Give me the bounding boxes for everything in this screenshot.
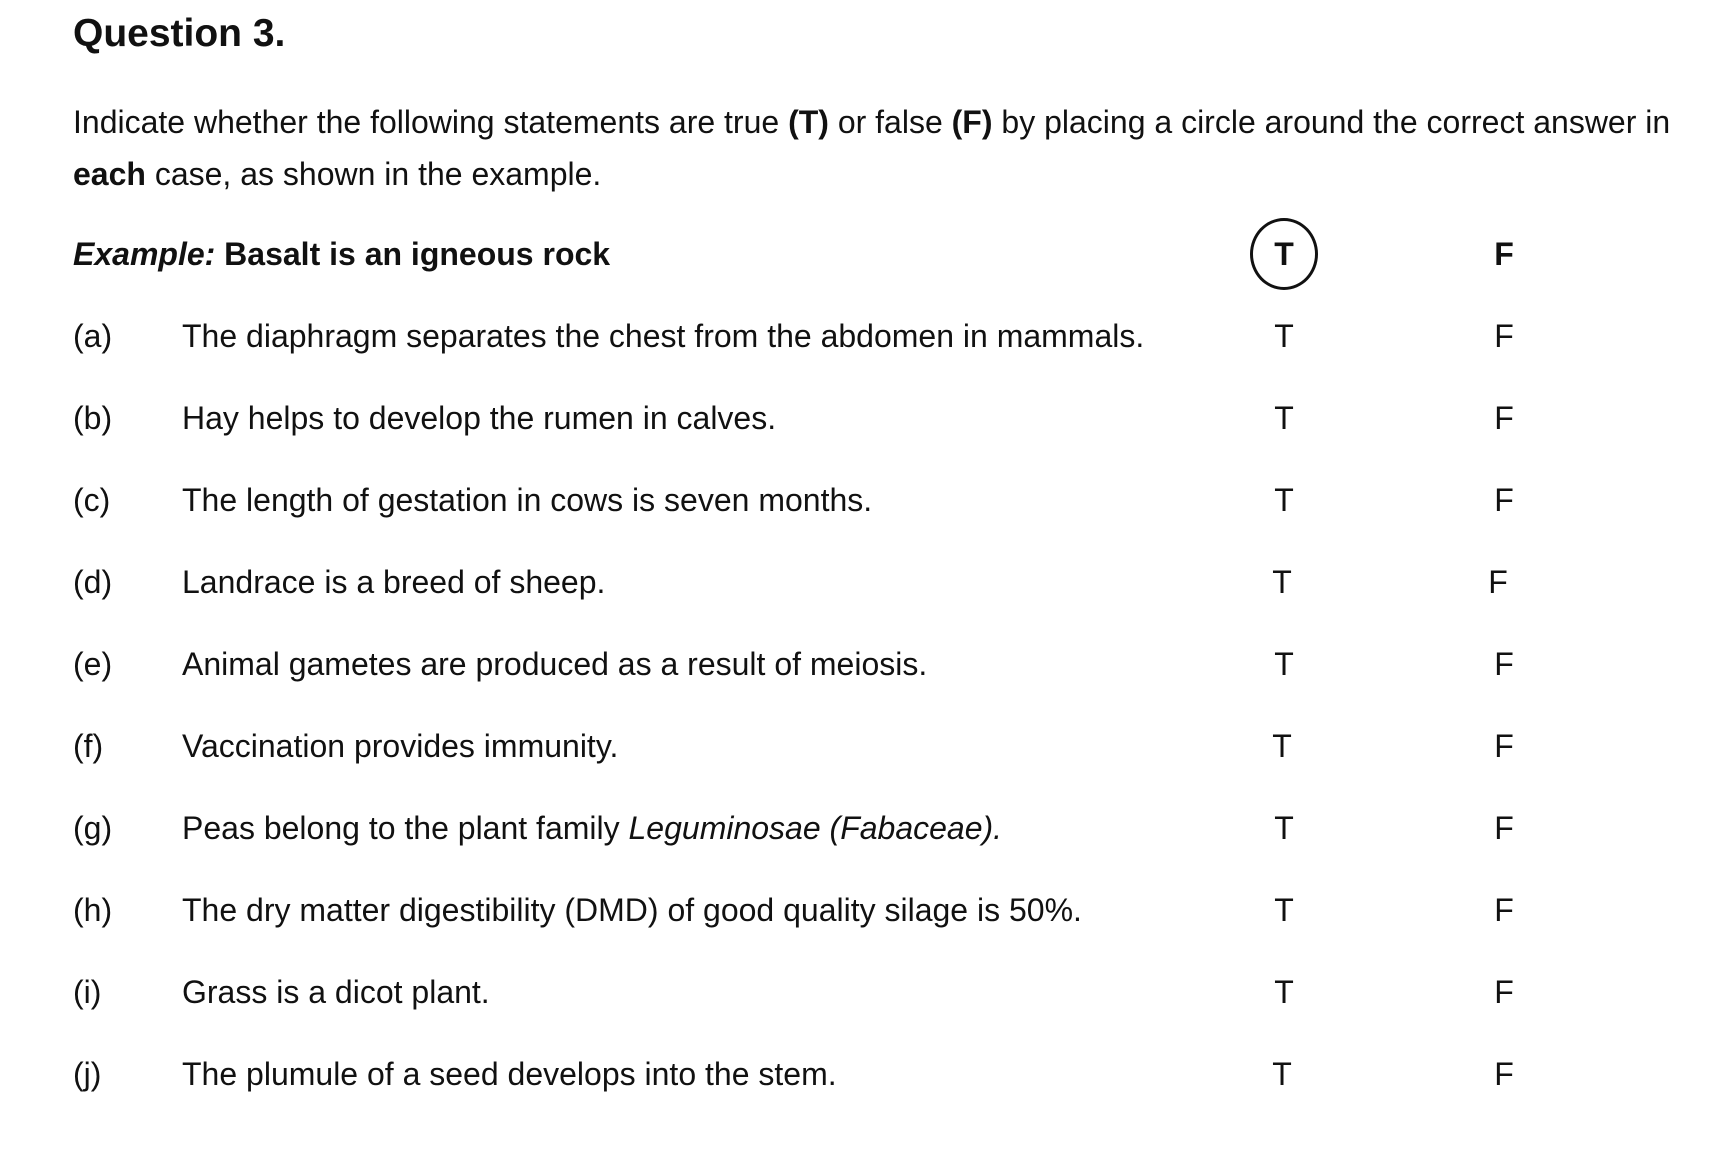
item-label: (j) — [73, 1056, 102, 1092]
true-option[interactable]: T — [1272, 564, 1292, 600]
item-statement: The dry matter digestibility (DMD) of good quality silage is 50%. — [182, 892, 1082, 928]
item-statement: Animal gametes are produced as a result of meiosis. — [182, 646, 928, 682]
statement-row-j — [0, 1044, 1721, 1104]
example-text: Basalt is an igneous rock — [215, 236, 611, 272]
item-statement: Landrace is a breed of sheep. — [182, 564, 606, 600]
statement-row-i — [0, 962, 1721, 1022]
item-statement: The plumule of a seed develops into the stem. — [182, 1056, 837, 1092]
true-option[interactable]: T — [1272, 1056, 1292, 1092]
true-option[interactable]: T — [1274, 400, 1294, 436]
item-label: (i) — [73, 974, 102, 1010]
statement-row-g — [0, 798, 1721, 858]
item-statement: Grass is a dicot plant. — [182, 974, 490, 1010]
instructions-text-1: Indicate whether the following statements are true — [73, 104, 789, 140]
item-statement-text: Peas belong to the plant family — [182, 810, 629, 846]
instructions — [73, 96, 1673, 200]
instructions-text-3: by placing a circle around the correct answer in — [992, 104, 1671, 140]
true-option[interactable]: T — [1274, 646, 1294, 682]
item-statement: Hay helps to develop the rumen in calves. — [182, 400, 777, 436]
statement-row-f — [0, 716, 1721, 776]
item-label: (b) — [73, 400, 113, 436]
false-option[interactable]: F — [1494, 892, 1514, 928]
instructions-text-4: case, as shown in the example. — [145, 156, 602, 192]
example-statement — [73, 224, 610, 284]
true-option[interactable]: T — [1274, 974, 1294, 1010]
false-option[interactable]: F — [1494, 728, 1514, 764]
item-statement: The length of gestation in cows is seven months. — [182, 482, 873, 518]
item-statement — [182, 798, 1002, 858]
instructions-text-2: or false — [828, 104, 952, 140]
statement-row-h — [0, 880, 1721, 940]
false-option[interactable]: F — [1494, 482, 1514, 518]
true-option[interactable]: T — [1274, 318, 1294, 354]
plant-family-name: Leguminosae (Fabaceae). — [628, 810, 1003, 846]
statement-row-d — [0, 552, 1721, 612]
item-label: (a) — [73, 318, 113, 354]
statement-row-a — [0, 306, 1721, 366]
item-label: (h) — [73, 892, 113, 928]
false-option[interactable]: F — [1494, 1056, 1514, 1092]
item-label: (g) — [73, 810, 113, 846]
statement-row-e — [0, 634, 1721, 694]
false-marker: (F) — [951, 104, 993, 140]
example-lead: Example: — [73, 236, 216, 272]
false-option[interactable]: F — [1494, 810, 1514, 846]
item-statement: The diaphragm separates the chest from the abdomen in mammals. — [182, 318, 1145, 354]
true-option[interactable]: T — [1272, 728, 1292, 764]
false-option[interactable]: F — [1494, 974, 1514, 1010]
item-label: (d) — [73, 564, 113, 600]
true-option[interactable]: T — [1274, 810, 1294, 846]
instructions-emphasis: each — [73, 156, 146, 192]
item-statement: Vaccination provides immunity. — [182, 728, 619, 764]
item-label: (e) — [73, 646, 113, 682]
true-option[interactable]: T — [1274, 482, 1294, 518]
item-label: (f) — [73, 728, 104, 764]
false-option[interactable]: F — [1494, 318, 1514, 354]
example-true-option-circled: T — [1250, 218, 1318, 290]
statement-row-c — [0, 470, 1721, 530]
example-row — [0, 224, 1721, 284]
item-label: (c) — [73, 482, 111, 518]
example-false-option: F — [1494, 236, 1514, 272]
statement-row-b — [0, 388, 1721, 448]
true-marker: (T) — [788, 104, 829, 140]
false-option[interactable]: F — [1488, 564, 1508, 600]
question-title: Question 3. — [73, 12, 286, 55]
false-option[interactable]: F — [1494, 400, 1514, 436]
true-option[interactable]: T — [1274, 892, 1294, 928]
false-option[interactable]: F — [1494, 646, 1514, 682]
